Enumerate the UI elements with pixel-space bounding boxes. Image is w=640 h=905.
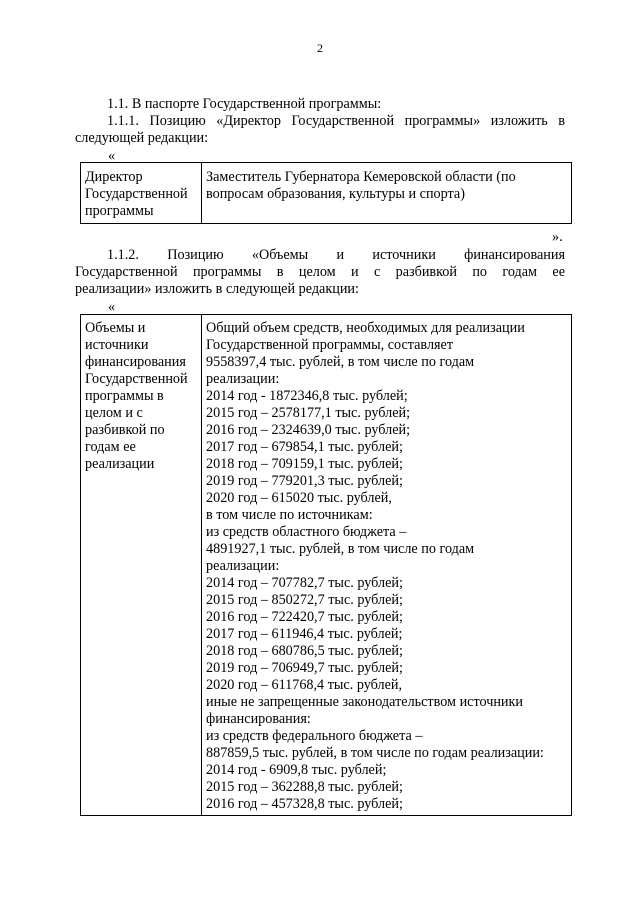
financing-table xyxy=(80,314,572,816)
value-line: в том числе по источникам: xyxy=(206,507,373,523)
section-1-1-2-line2: Государственной программы в целом и с разбивкой по годам ее xyxy=(75,264,565,280)
value-line: 2018 год – 680786,5 тыс. рублей; xyxy=(206,643,403,659)
value-line: 2020 год – 615020 тыс. рублей, xyxy=(206,490,392,506)
value-line: 2020 год – 611768,4 тыс. рублей, xyxy=(206,677,403,693)
value-line: вопросам образования, культуры и спорта) xyxy=(206,186,465,202)
page-number: 2 xyxy=(317,41,323,55)
label-line: Государственной xyxy=(85,371,188,387)
label-line: годам ее xyxy=(85,439,136,455)
value-line: 887859,5 тыс. рублей, в том числе по годам реализации: xyxy=(206,745,544,761)
value-line: 2014 год - 1872346,8 тыс. рублей; xyxy=(206,388,408,404)
value-line: 2015 год – 850272,7 тыс. рублей; xyxy=(206,592,403,608)
director-label-cell xyxy=(81,163,202,224)
opening-quote: « xyxy=(108,148,116,164)
value-line: 2017 год – 679854,1 тыс. рублей; xyxy=(206,439,403,455)
value-line: 2015 год – 2578177,1 тыс. рублей; xyxy=(206,405,411,421)
value-line: 2015 год – 362288,8 тыс. рублей; xyxy=(206,779,403,795)
value-line: 2014 год – 707782,7 тыс. рублей; xyxy=(206,575,403,591)
value-line: Государственной программы, составляет xyxy=(206,337,454,353)
value-line: из средств федерального бюджета – xyxy=(206,728,423,744)
value-line: 2016 год – 722420,7 тыс. рублей; xyxy=(206,609,403,625)
section-1-1-2-line3: реализации» изложить в следующей редакции: xyxy=(75,281,359,297)
section-1-1-2-line1: 1.1.2. Позицию «Объемы и источники финансирования xyxy=(107,247,565,263)
value-line: 2017 год – 611946,4 тыс. рублей; xyxy=(206,626,403,642)
section-1-1-1-line1: 1.1.1. Позицию «Директор Государственной программы» изложить в xyxy=(107,113,565,129)
label-line: реализации xyxy=(85,456,155,472)
value-line: Общий объем средств, необходимых для реализации xyxy=(206,320,525,336)
director-position-table xyxy=(80,162,572,224)
financing-label-cell xyxy=(81,315,202,816)
label-line: целом и с xyxy=(85,405,143,421)
value-line: реализации: xyxy=(206,371,280,387)
label-line: источники xyxy=(85,337,149,353)
section-1-1-heading: 1.1. В паспорте Государственной программы: xyxy=(107,96,382,112)
label-line: Директор xyxy=(85,169,143,185)
section-1-1-1-line2: следующей редакции: xyxy=(75,130,209,146)
label-line: Объемы и xyxy=(85,320,146,336)
value-line: 9558397,4 тыс. рублей, в том числе по годам xyxy=(206,354,475,370)
value-line: 2014 год - 6909,8 тыс. рублей; xyxy=(206,762,387,778)
label-line: разбивкой по xyxy=(85,422,165,438)
value-line: 4891927,1 тыс. рублей, в том числе по годам xyxy=(206,541,475,557)
label-line: программы xyxy=(85,203,154,219)
director-value-cell xyxy=(202,163,572,224)
value-line: из средств областного бюджета – xyxy=(206,524,407,540)
value-line: 2016 год – 2324639,0 тыс. рублей; xyxy=(206,422,411,438)
value-line: финансирования: xyxy=(206,711,311,727)
label-line: программы в xyxy=(85,388,164,404)
value-line: 2018 год – 709159,1 тыс. рублей; xyxy=(206,456,403,472)
opening-quote-2: « xyxy=(108,299,116,315)
closing-quote: ». xyxy=(552,229,563,245)
label-line: финансирования xyxy=(85,354,186,370)
financing-value-cell xyxy=(202,315,572,816)
value-line: Заместитель Губернатора Кемеровской области (по xyxy=(206,169,516,185)
value-line: 2016 год – 457328,8 тыс. рублей; xyxy=(206,796,403,812)
label-line: Государственной xyxy=(85,186,188,202)
value-line: реализации: xyxy=(206,558,280,574)
value-line: иные не запрещенные законодательством источники xyxy=(206,694,523,710)
value-line: 2019 год – 779201,3 тыс. рублей; xyxy=(206,473,403,489)
value-line: 2019 год – 706949,7 тыс. рублей; xyxy=(206,660,403,676)
